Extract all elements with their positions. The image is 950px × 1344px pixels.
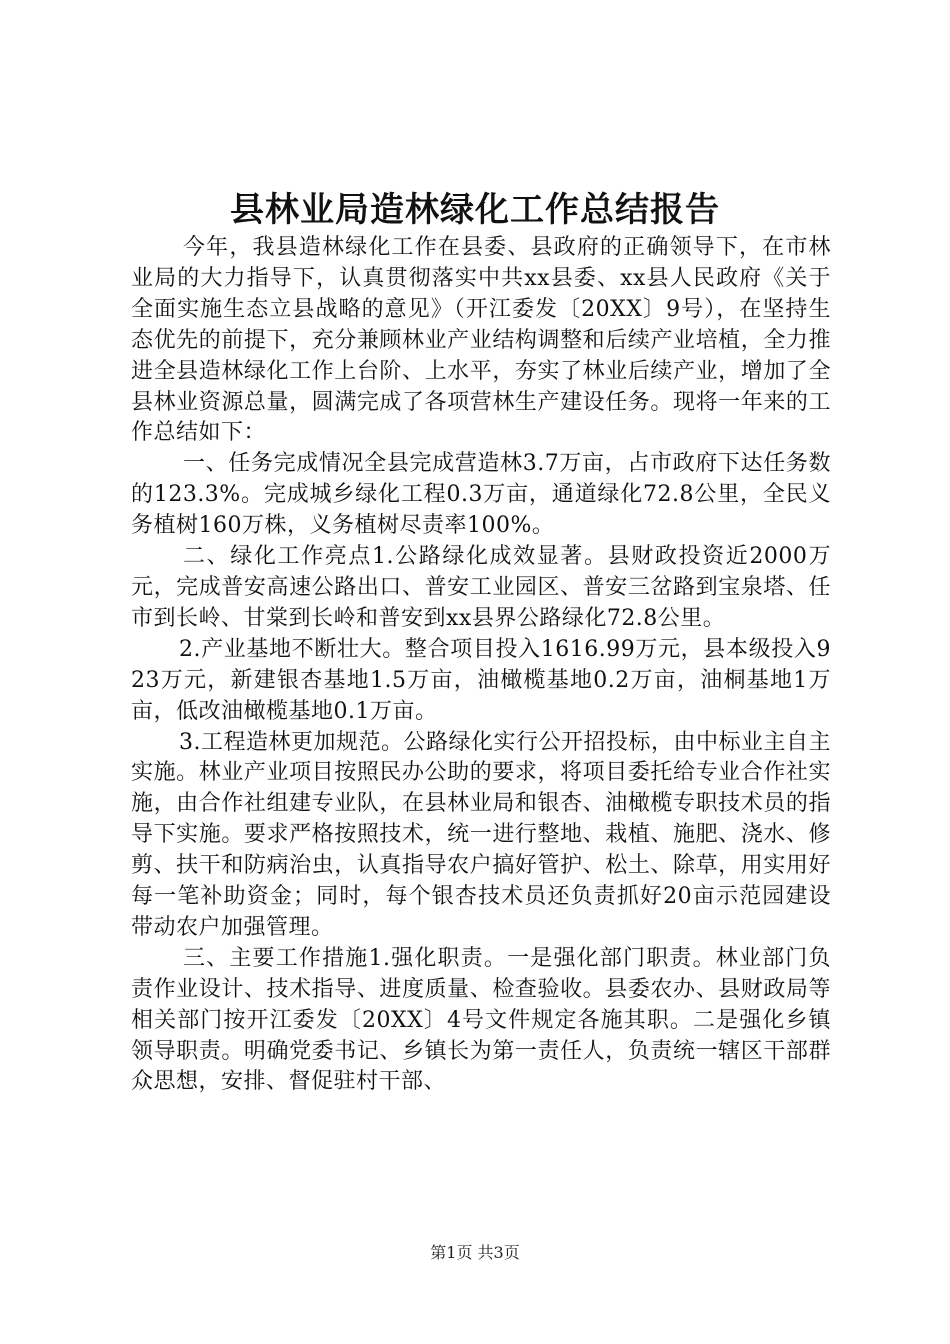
paragraph-engineering-afforestation: 3.工程造林更加规范。公路绿化实行公开招投标，由中标业主自主实施。林业产业项目按照民办公助的要求，将项目委托给专业合作社实施，由合作社组建专业队，在县林业局和银杏、油橄榄专职技术员的指导下实施。要求严格按照技术，统一进行整地、栽植、施肥、浇水、修剪、扶干和防病治虫，认真指导农户搞好管护、松土、除草，用实用好每一笔补助资金；同时，每个银杏技术员还负责抓好20亩示范园建设带动农户加强管理。 (131, 729, 831, 940)
document-title: 县林业局造林绿化工作总结报告 (230, 190, 720, 230)
paragraph-intro: 今年，我县造林绿化工作在县委、县政府的正确领导下，在市林业局的大力指导下，认真贯彻落实中共xx县委、xx县人民政府《关于全面实施生态立县战略的意见》（开江委发〔20XX〕9号），在坚持生态优先的前提下，充分兼顾林业产业结构调整和后续产业培植，全力推进全县造林绿化工作上台阶、上水平，夯实了林业后续产业，增加了全县林业资源总量，圆满完成了各项营林生产建设任务。现将一年来的工作总结如下： (131, 235, 831, 446)
paragraph-task-completion: 一、任务完成情况全县完成营造林3.7万亩，占市政府下达任务数的123.3%。完成城乡绿化工程0.3万亩，通道绿化72.8公里，全民义务植树160万株，义务植树尽责率100%。 (131, 451, 831, 539)
document-body (131, 233, 831, 1098)
page-footer: 第1页 共3页 (430, 1243, 520, 1262)
paragraph-highlights-road-greening: 二、绿化工作亮点1.公路绿化成效显著。县财政投资近2000万元，完成普安高速公路出口、普安工业园区、普安三岔路到宝泉塔、任市到长岭、甘棠到长岭和普安到xx县界公路绿化72.8公里。 (131, 544, 831, 631)
paragraph-industry-base: 2.产业基地不断壮大。整合项目投入1616.99万元，县本级投入923万元，新建银杏基地1.5万亩，油橄榄基地0.2万亩，油桐基地1万亩，低改油橄榄基地0.1万亩。 (131, 636, 831, 724)
paragraph-main-measures: 三、主要工作措施1.强化职责。一是强化部门职责。林业部门负责作业设计、技术指导、进度质量、检查验收。县委农办、县财政局等相关部门按开江委发〔20XX〕4号文件规定各施其职。二是强化乡镇领导职责。明确党委书记、乡镇长为第一责任人，负责统一辖区干部群众思想，安排、督促驻村干部、 (131, 945, 831, 1095)
